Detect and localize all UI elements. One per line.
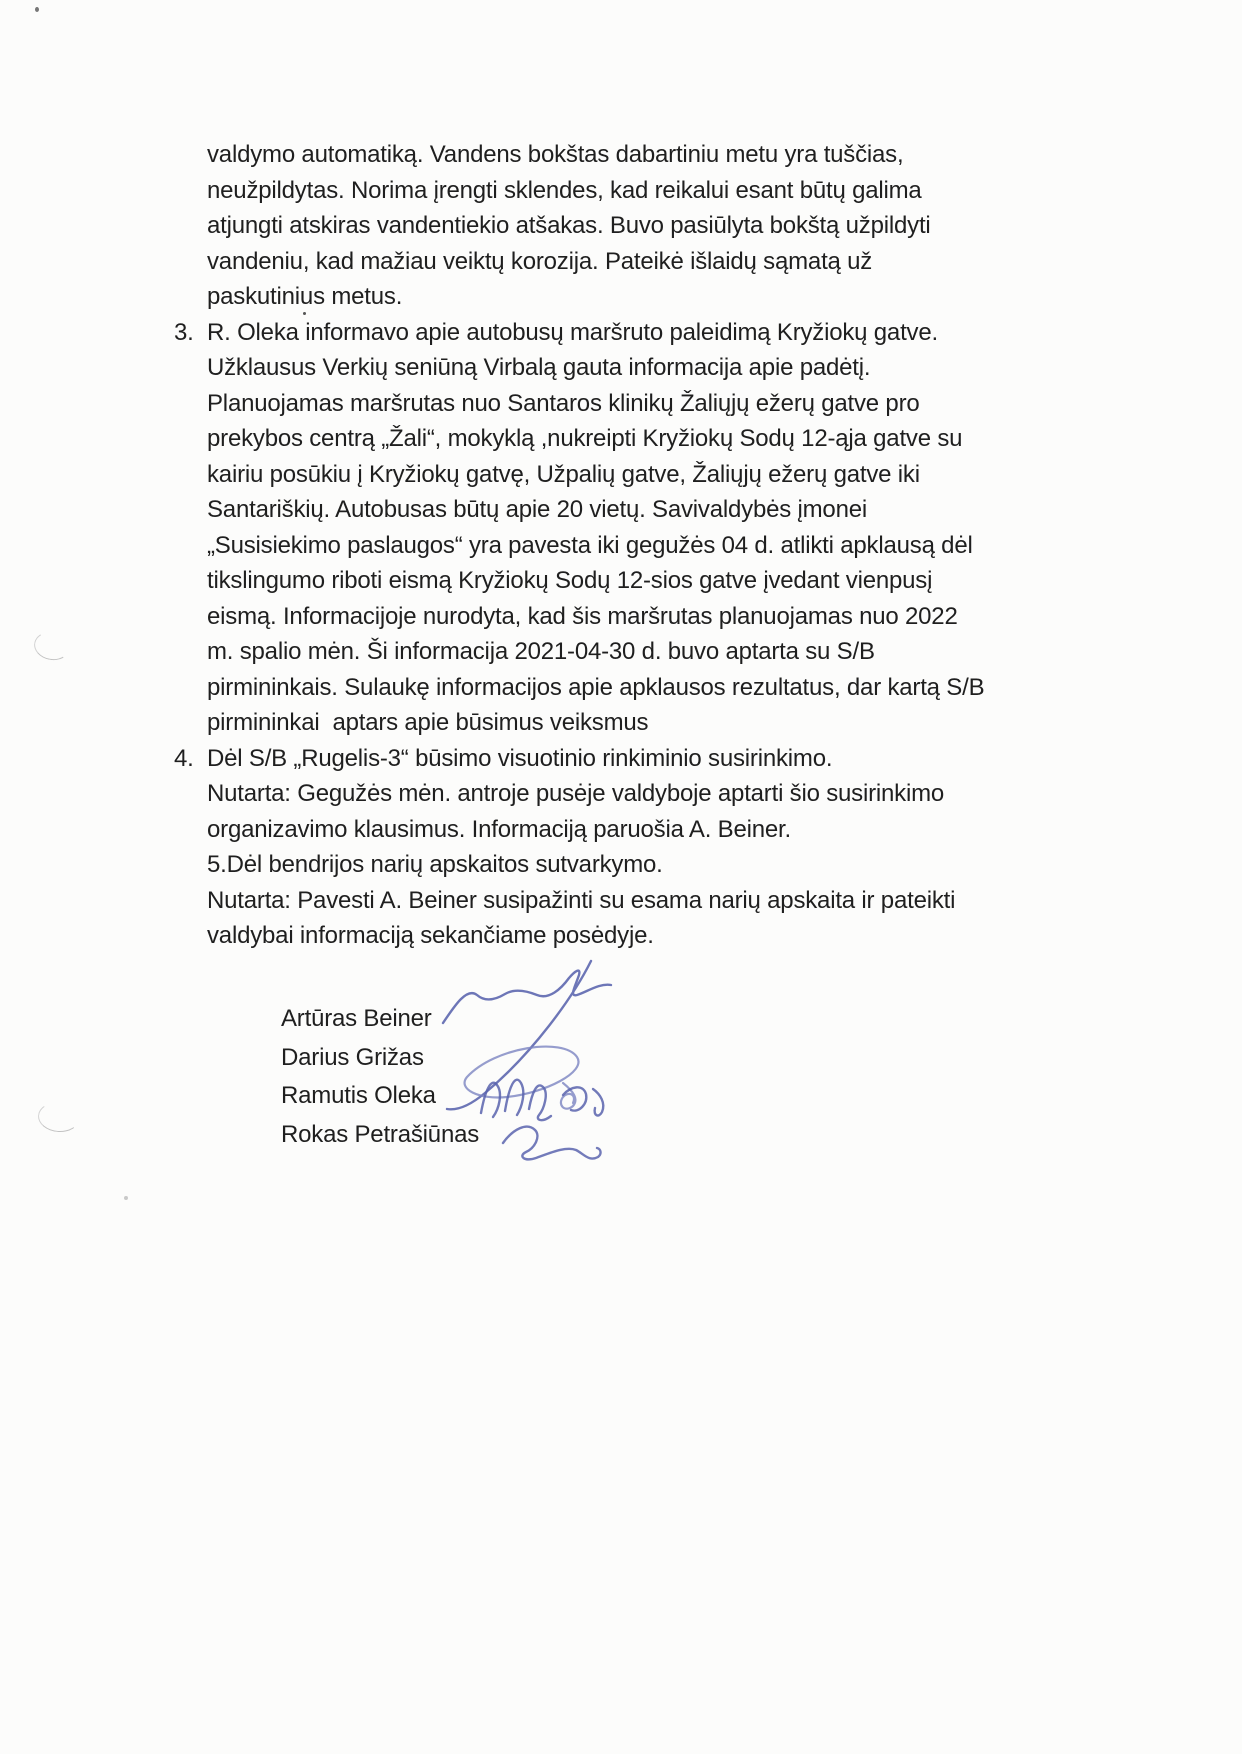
text-line: „Susisiekimo paslaugos“ yra pavesta iki gegužės 04 d. atlikti apklausą dėl [207,531,973,559]
text-line: 5.Dėl bendrijos narių apskaitos sutvarkymo. [207,851,663,878]
signatory-name: Artūras Beiner [281,1005,432,1032]
text-line: organizavimo klausimus. Informaciją paruošia A. Beiner. [207,815,791,843]
agenda-item-4 [174,741,1137,954]
signatory-name: Rokas Petrašiūnas [281,1120,480,1148]
signatory-name: Darius Grižas [281,1043,424,1071]
text-line: pirmininkai aptars apie būsimus veiksmus [207,709,649,736]
text-line: atjungti atskiras vandentiekio atšakas. Buvo pasiūlyta bokštą užpildyti [207,212,931,239]
text-line: valdybai informaciją sekančiame posėdyje. [207,922,654,949]
signatories-block [281,1000,479,1154]
text-line: m. spalio mėn. Ši informacija 2021-04-30 d. buvo aptarta su S/B [207,638,875,665]
text-line: R. Oleka informavo apie autobusų maršruto paleidimą Kryžiokų gatve. [207,318,938,346]
text-line: valdymo automatiką. Vandens bokštas dabartiniu metu yra tuščias, [207,141,904,168]
signature-grizas [465,1047,579,1109]
scan-speck [35,7,39,12]
document-body-text [174,137,1137,954]
scan-speck [124,1196,128,1200]
ink-dot [303,312,306,315]
text-line: vandeniu, kad mažiau veiktų korozija. Pateikė išlaidų sąmatą už [207,247,873,275]
pen-arc-artifact [32,629,72,663]
text-line: neužpildytas. Norima įrengti sklendes, kad reikalui esant būtų galima [207,176,922,204]
text-line: Dėl S/B „Rugelis-3“ būsimo visuotinio rinkiminio susirinkimo. [207,744,833,772]
text-line: pirmininkais. Sulaukę informacijos apie apklausos rezultatus, dar kartą S/B [207,673,985,701]
text-line: Santariškių. Autobusas būtų apie 20 vietų. Savivaldybės įmonei [207,496,868,523]
text-line: paskutinius metus. [207,283,403,310]
text-line: Nutarta: Pavesti A. Beiner susipažinti su esama narių apskaita ir pateikti [207,886,956,914]
agenda-item-3 [174,315,1137,741]
signature-petrasiunas [503,1127,601,1160]
text-line: Užklausus Verkių seniūną Virbalą gauta informacija apie padėtį. [207,354,871,381]
text-line: kairiu posūkiu į Kryžiokų gatvę, Užpalių gatve, Žaliųjų ežerų gatve iki [207,460,920,488]
paragraph-item2-continuation [207,137,1137,315]
text-line: eismą. Informacijoje nurodyta, kad šis maršrutas planuojamas nuo 2022 [207,602,958,630]
list-number: 4. [174,744,194,772]
signature-oleka [481,1080,603,1120]
text-line: Planuojamas maršrutas nuo Santaros klinikų Žaliųjų ežerų gatve pro [207,389,920,417]
text-line: tikslingumo riboti eismą Kryžiokų Sodų 12-sios gatve įvedant vienpusį [207,567,933,594]
pen-arc-artifact [37,1101,81,1134]
text-line: prekybos centrą „Žali“, mokyklą ,nukreipti Kryžiokų Sodų 12-ąja gatve su [207,425,963,452]
signatory-name: Ramutis Oleka [281,1082,436,1109]
text-line: Nutarta: Gegužės mėn. antroje pusėje valdyboje aptarti šio susirinkimo [207,780,945,807]
list-number: 3. [174,318,194,346]
